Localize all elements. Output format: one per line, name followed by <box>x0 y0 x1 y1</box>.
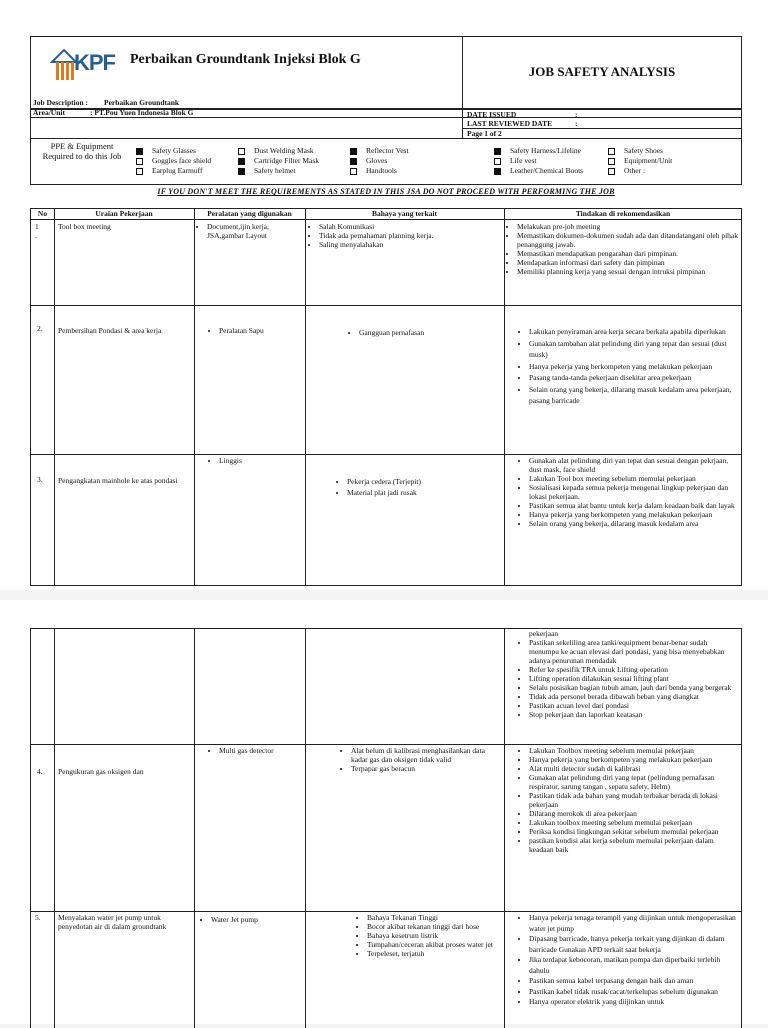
hazard-item: • Tidak ada pemahaman planning kerja. <box>319 231 501 240</box>
column-header-hazards: Bahaya yang terkait <box>371 209 437 218</box>
divider <box>462 128 742 129</box>
actions-list <box>509 746 739 854</box>
action-item: • Gunakan alat pelindung diri yang tepat (pelindung pernafasan respirator, sarung tangan , sepatu safety, Helm) <box>529 773 739 791</box>
ppe-heading-line-2: Required to do this Job <box>42 151 122 161</box>
col-divider <box>54 629 55 1028</box>
ppe-label: Reflector Vest <box>366 146 409 155</box>
task-description: Pembersihan Pondasi & area kerja <box>58 326 162 335</box>
ppe-heading-line-1: PPE & Equipment <box>50 141 114 151</box>
action-item: • Memiliki planning kerja yang sesuai dengan intruksi pimpinan <box>517 267 739 276</box>
hazard-item: • Bahaya Tekanan Tinggi <box>367 913 501 922</box>
action-item: • Pasang tanda-tanda pekerjaan disekitar area pekerjaan <box>529 372 737 384</box>
ppe-item[interactable] <box>350 156 409 166</box>
action-item: • Lifting operation dilakukan sesuai lifting plant <box>529 674 739 683</box>
action-item: • pastikan kondisi alat kerja sebelum memulai pekerjaan dalam keadaan baik <box>529 836 739 854</box>
hazard-item: • Alat belum di kalibrasi menghasilankan data kadar gas dan oksigen tidak valid <box>351 746 501 764</box>
column-header-task: Uraian Pekerjaan <box>95 209 153 218</box>
ppe-label: Goggles face shield <box>152 156 212 165</box>
ppe-label: Safety Shoes <box>624 146 663 155</box>
project-title: Perbaikan Groundtank Injeksi Blok G <box>130 52 361 67</box>
col-divider <box>54 209 55 585</box>
ppe-item[interactable] <box>494 146 583 156</box>
job-description-value: Perbaikan Groundtank <box>104 98 180 107</box>
ppe-item[interactable] <box>238 166 319 176</box>
action-item: • Memastikan mendapatkan pengarahan dari pimpinan. <box>517 249 739 258</box>
row-number: 2. <box>37 324 43 333</box>
action-item: • Gunakan alat pelindung diri yan tepat dan sesuai dengan pekrjaan, dust mask, face shield <box>529 456 739 474</box>
action-item: • Periksa kondisi lingkungan sekitar sebelum memulai pekerjaan <box>529 827 739 836</box>
ppe-item[interactable] <box>608 156 672 166</box>
action-item: • Pastikan tidak ada bahan yang mudah terbakar berada di lokasi pekerjaan <box>529 791 739 809</box>
tools-list <box>203 326 303 335</box>
action-item: • Pastikan semua kabel terpasang dengan baik dan aman <box>529 976 739 987</box>
action-item: • Pastikan kabel tidak rusak/cacat/terkelupas sebelum digunakan <box>529 987 739 998</box>
logo-text: KPF <box>74 50 115 75</box>
col-divider <box>194 209 195 585</box>
tools-list <box>203 746 303 755</box>
checkbox[interactable] <box>608 168 615 175</box>
checkbox[interactable] <box>608 148 615 155</box>
last-reviewed-value: : <box>575 119 578 128</box>
hazards-list <box>309 222 501 249</box>
tools-list <box>197 915 301 924</box>
checkbox[interactable] <box>238 148 245 155</box>
action-item: • Selalu posisikan bagian tubuh aman, jauh dari benda yang bergerak <box>529 683 739 692</box>
page-indicator: Page 1 of 2 <box>467 129 502 138</box>
ppe-label: Life vest <box>510 156 537 165</box>
actions-list <box>509 456 739 528</box>
date-issued-label: DATE ISSUED <box>467 110 517 119</box>
action-item: • Hanya pekerja yang berkompeten yang melakukan pekerjaan <box>529 755 739 764</box>
hazard-item: • Bahaya kesetrum listrik <box>367 931 501 940</box>
ppe-label: Cartridge Filter Mask <box>254 156 319 165</box>
warning-banner: IF YOU DON'T MEET THE REQUIREMENTS AS STATED IN THIS JSA DO NOT PROCEED WITH PERFORMING THE JOB <box>157 187 615 196</box>
ppe-label: Gloves <box>366 156 388 165</box>
col-divider <box>305 209 306 585</box>
hazard-item: • Gangguan pernafasan <box>359 328 501 337</box>
action-item: • Selain orang yang bekerja, dilarang masuk kedalam area <box>529 519 739 528</box>
ppe-col-4 <box>494 146 583 176</box>
ppe-label: Safety Glasses <box>152 146 196 155</box>
action-item: • Mendapatkan informasi dari safety dan pimpinan <box>517 258 739 267</box>
ppe-item[interactable] <box>136 166 211 176</box>
ppe-col-1 <box>136 146 211 176</box>
tools-list <box>203 456 303 465</box>
checkbox-checked[interactable] <box>238 158 245 165</box>
action-continuation: pekerjaan <box>529 629 559 638</box>
action-item: • Lakukan penyiraman area kerja secara berkala apabila diperlukan <box>529 326 737 338</box>
ppe-label: Dust Welding Mask <box>254 146 314 155</box>
action-item: • Jika terdapat kebocoran, matikan pompa dan diperbaiki terlebih dahulu <box>529 955 739 976</box>
action-item: • Sosialisasi kepada semua pekerja mengenai lingkup pekerjaan dan lokasi pekerjaan. <box>529 483 739 501</box>
ppe-label: Safety helmet <box>254 166 296 175</box>
action-item: • Hanya operator elektrik yang diijinkan untuk <box>529 997 739 1008</box>
ppe-item[interactable] <box>238 146 319 156</box>
row-number: 1 . <box>35 222 39 240</box>
tool-item: • Document,ijin kerja, JSA,gambar Layout <box>207 222 301 240</box>
actions-list <box>509 326 737 407</box>
document-title: JOB SAFETY ANALYSIS <box>528 64 676 79</box>
ppe-item[interactable] <box>238 156 319 166</box>
action-item: • Melakukan pre-job meeting <box>517 222 739 231</box>
tool-item: • Water Jet pump <box>211 915 301 924</box>
action-item: • Dipasang barricade, hanya pekerja terkait yang dijinkan di dalam barricade Gunakan APD terkait saat bekerja <box>529 934 739 955</box>
row-divider <box>31 454 741 455</box>
task-description: Pengukuran gas oksigen dan <box>58 767 144 776</box>
actions-list <box>507 222 739 276</box>
col-divider <box>504 629 505 1028</box>
task-description: Pengangkatan mainhole ke atas pondasi <box>58 476 178 485</box>
action-item: • Pastikan acuan level dari pondasi <box>529 701 739 710</box>
action-item: • Pastikan sekeliling area tanki/equipment benar-benar sudah menumpu ke acuan elevasi dari pondasi, yang bisa menyebabkan adanya penurunan mendadak <box>529 638 739 665</box>
row-divider <box>31 911 741 912</box>
checkbox-checked[interactable] <box>494 168 501 175</box>
ppe-label: Handtools <box>366 166 397 175</box>
ppe-item[interactable] <box>608 146 672 156</box>
action-item: • Lakukan Tool box meeting sebelum memulai pekerjaan <box>529 474 739 483</box>
row-number: 4. <box>37 767 43 776</box>
hazard-item: • Terpeleset, terjatuh <box>367 949 501 958</box>
date-issued-value: : <box>575 110 578 119</box>
action-item: • Memastikan dokumen-dokumen sudah ada dan ditandatangani oleh pihak penanggung jawab. <box>517 231 739 249</box>
ppe-label: Earplug Earmuff <box>152 166 203 175</box>
ppe-col-2 <box>238 146 319 176</box>
hazards-list <box>331 746 501 773</box>
tool-item: • Peralatan Sapu <box>219 326 303 335</box>
checkbox[interactable] <box>608 158 615 165</box>
divider <box>30 117 742 118</box>
checkbox-checked[interactable] <box>350 148 357 155</box>
ppe-item[interactable] <box>136 156 211 166</box>
ppe-item[interactable] <box>350 166 409 176</box>
ppe-item[interactable] <box>136 146 211 156</box>
row-divider <box>31 744 741 745</box>
action-item: • Hanya pekerja tenaga terampil yang diijinkan untuk mengoperasikan water jet pump <box>529 913 739 934</box>
ppe-label: Leather/Chemical Boots <box>510 166 584 175</box>
last-reviewed-label: LAST REVIEWED DATE <box>467 119 553 128</box>
actions-list <box>509 913 739 1008</box>
ppe-col-3 <box>350 146 409 176</box>
hazard-item: • Tumpahan/ceceran akibat proses water jet <box>367 940 501 949</box>
action-item: • Gunakan tambahan alat pelindung diri yang tepat dan sesuai (dust musk) <box>529 338 737 361</box>
ppe-heading <box>34 141 130 161</box>
checkbox[interactable] <box>494 158 501 165</box>
ppe-item[interactable] <box>350 146 409 156</box>
row-divider <box>31 305 741 306</box>
checkbox[interactable] <box>350 168 357 175</box>
action-item: • Pastikan semua alat bantu untuk kerja dalam keadaan baik dan layak <box>529 501 739 510</box>
checkbox-checked[interactable] <box>494 148 501 155</box>
action-item: • Lakukan Toolbox meeting sebelum memulai pekerjaan <box>529 746 739 755</box>
checkbox[interactable] <box>136 158 143 165</box>
hazard-item: • Material plat jadi rusak <box>347 487 499 498</box>
row-divider <box>31 219 741 220</box>
action-item: • Dilarang merokok di area pekerjaan <box>529 809 739 818</box>
tools-list <box>197 222 301 240</box>
hazard-item: • Bocor akibat tekanan tinggi dari hose <box>367 922 501 931</box>
action-item: • Hanya pekerja yang berkompeten yang melakukan pekerjaan <box>529 510 739 519</box>
row-number: 5. <box>35 913 41 922</box>
divider <box>462 108 463 139</box>
hazard-item: • Salah Komunikasi <box>319 222 501 231</box>
task-description: Menyalakan water jet pump untuk penyedotan air di dalam groundtank <box>58 913 167 931</box>
checkbox-checked[interactable] <box>238 168 245 175</box>
action-item: • Tidak ada personel berada dibawah beban yang diangkat <box>529 692 739 701</box>
action-item: • Lakukan toolbox meeting sebelum memulai pekerjaan <box>529 818 739 827</box>
hazard-item: • Saling menyalahakan <box>319 240 501 249</box>
ppe-col-5 <box>608 146 672 176</box>
col-divider <box>194 629 195 1028</box>
actions-list <box>509 629 739 719</box>
hazard-item: • Terpapar gas beracun <box>351 764 501 773</box>
area-value: : PT.Pou Yuen Indonesia Blok G <box>90 108 194 117</box>
job-description-label: Job Description : <box>33 98 88 107</box>
checkbox-checked[interactable] <box>350 158 357 165</box>
row-number: 3. <box>37 475 43 484</box>
hazards-list <box>341 328 501 337</box>
ppe-item[interactable] <box>608 166 672 176</box>
column-header-tools: Peralatan yang digunakan <box>207 209 292 218</box>
checkbox-checked[interactable] <box>136 148 143 155</box>
ppe-label: Safety Harness/Lifeline <box>510 146 582 155</box>
ppe-item[interactable] <box>494 156 583 166</box>
ppe-label: Equipment/Unit <box>624 156 673 165</box>
hazard-item: • Pekerja cedera (Terjepit) <box>347 476 499 487</box>
hazards-list <box>329 476 499 498</box>
tool-item: • Linggis <box>219 456 303 465</box>
hazards-list <box>349 913 501 958</box>
jsa-table <box>30 208 742 586</box>
task-description: Tool box meeting <box>58 222 111 231</box>
action-item: • Alat multi detector sudah di kalibrasi <box>529 764 739 773</box>
jsa-table-continued <box>30 628 742 1028</box>
action-item: • Hanya pekerja yang berkompeten yang melakukan pekerjaan <box>529 361 737 373</box>
ppe-label: Other : <box>624 166 646 175</box>
action-item: • Selain orang yang bekerja, dilarang masuk kedalam area pekerjaan, pasang barricade <box>529 384 737 407</box>
area-label: Area/Unit <box>33 108 65 117</box>
checkbox[interactable] <box>136 168 143 175</box>
action-item: • Stop pekerjaan dan laporkan keatasan <box>529 710 739 719</box>
col-divider <box>305 629 306 1028</box>
column-header-no: No <box>37 209 48 218</box>
tool-item: • Multi gas detector <box>219 746 303 755</box>
ppe-item[interactable] <box>494 166 583 176</box>
action-item: • Refer ke spesifik TRA untuk Lifting operation <box>529 665 739 674</box>
column-header-actions: Tindakan di rekomendasikan <box>575 209 671 218</box>
